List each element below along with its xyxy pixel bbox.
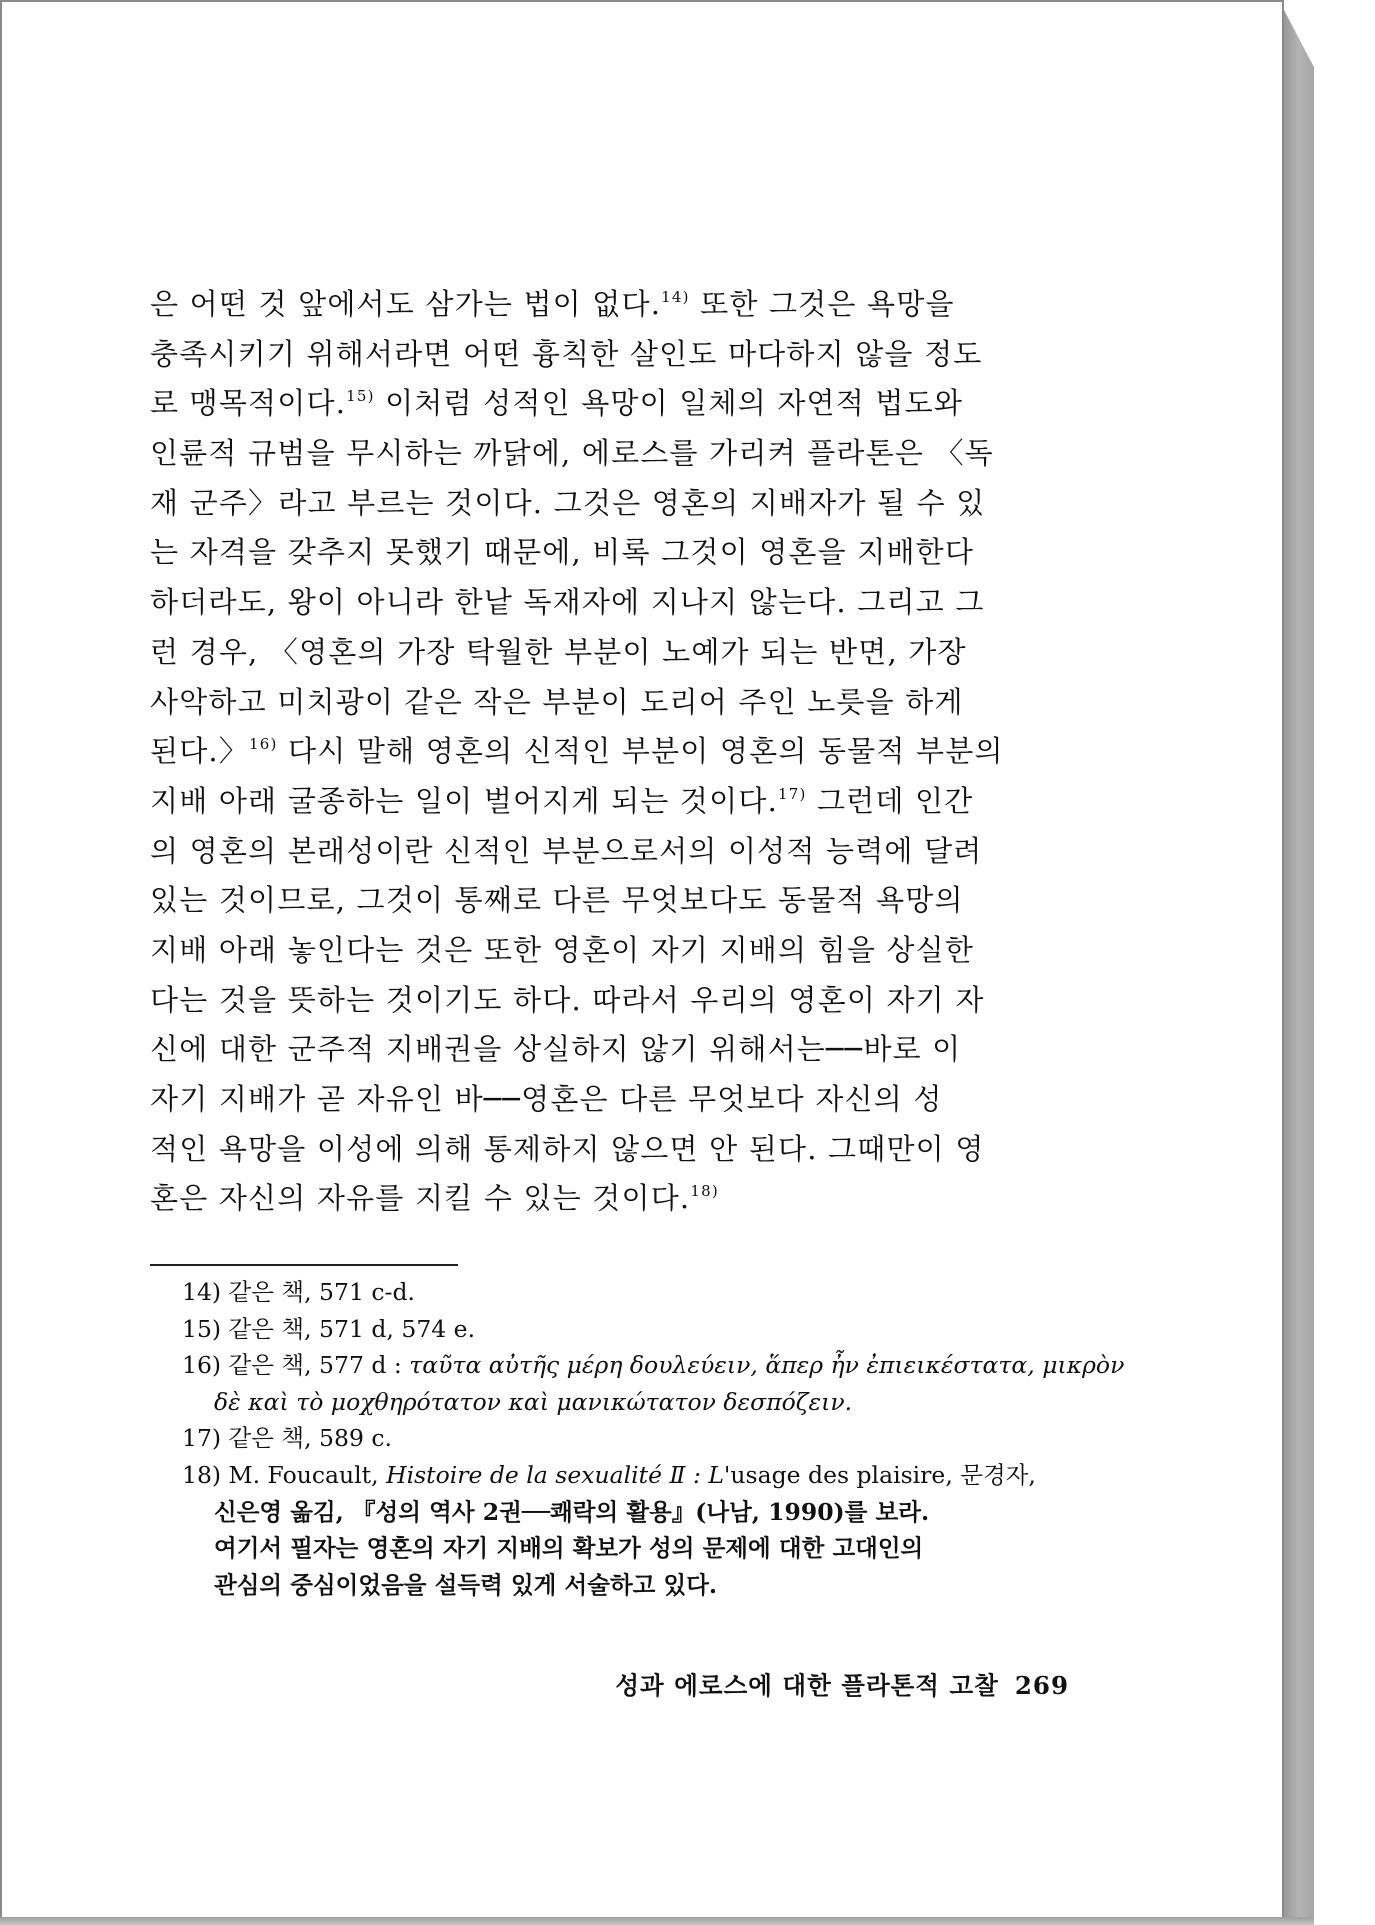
page-stack-edge-right <box>1284 10 1314 1919</box>
footnote-18: 18) M. Foucault, Histoire de la sexualité Ⅱ : L'usage des plaisire, 문경자, <box>182 1460 1036 1489</box>
body-line-2: 충족시키기 위해서라면 어떤 흉칙한 살인도 마다하지 않을 정도 <box>150 336 983 371</box>
body-line-5: 재 군주〉라고 부르는 것이다. 그것은 영혼의 지배자가 될 수 있 <box>150 485 986 520</box>
body-line-3: 로 맹목적이다.$^{15)}$ 이처럼 성적인 욕망이 일체의 자연적 법도와 <box>150 386 964 421</box>
running-title: 성과 에로스에 대한 플라톤적 고찰 <box>615 1671 999 1700</box>
footnote-18-line-2: 신은영 옮김, 『성의 역사 2권──쾌락의 활용』(나남, 1990)를 보라. <box>214 1497 930 1526</box>
body-line-9: 사악하고 미치광이 같은 작은 부분이 도리어 주인 노릇을 하게 <box>150 684 964 719</box>
body-line-8: 런 경우, 〈영혼의 가장 탁월한 부분이 노예가 되는 반면, 가장 <box>150 634 967 669</box>
body-line-13: 있는 것이므로, 그것이 통째로 다른 무엇보다도 동물적 욕망의 <box>150 883 964 918</box>
page-number: 269 <box>1014 1671 1069 1700</box>
footnote-18-line-4: 관심의 중심이었음을 설득력 있게 서술하고 있다. <box>214 1570 718 1599</box>
book-title: Histoire de la sexualité Ⅱ : L' <box>386 1460 731 1489</box>
body-line-6: 는 자격을 갖추지 못했기 때문에, 비록 그것이 영혼을 지배한다 <box>150 535 975 570</box>
footnote-ref-15: 15) <box>346 387 375 406</box>
footnotes <box>182 1274 1125 1603</box>
footnote-17: 17) 같은 책, 589 c. <box>182 1424 393 1453</box>
body-line-18: 적인 욕망을 이성에 의해 통제하지 않으면 안 된다. 그때만이 영 <box>150 1131 985 1166</box>
body-line-1: 은 어떤 것 앞에서도 삼가는 법이 없다.$^{14)}$ 또한 그것은 욕망을 <box>150 287 955 321</box>
footnote-14: 14) 같은 책, 571 c-d. <box>182 1278 415 1306</box>
body-line-10: 된다.〉$^{16)}$ 다시 말해 영혼의 신적인 부분이 영혼의 동물적 부분의 <box>150 734 1004 769</box>
body-line-11: 지배 아래 굴종하는 일이 벌어지게 되는 것이다.$^{17)}$ 그런데 인간 <box>150 783 974 818</box>
body-line-15: 다는 것을 뜻하는 것이기도 하다. 따라서 우리의 영혼이 자기 자 <box>150 982 985 1017</box>
body-line-19: 혼은 자신의 자유를 지킬 수 있는 것이다.$^{18)}$ <box>150 1181 719 1216</box>
footnote-ref-16: 16) <box>249 735 278 754</box>
greek-quote-a: ταῦτα αὐτῆς μέρη δουλεύειν, ἅπερ ἦν ἐπιεικέστατα, μικρὸν <box>409 1351 1125 1380</box>
footnote-ref-18: 18) <box>690 1182 719 1201</box>
greek-quote-b: δὲ καὶ τὸ μοχθηρότατον καὶ μανικώτατον δεσπόζειν. <box>214 1387 853 1416</box>
footnote-18-line-3: 여기서 필자는 영혼의 자기 지배의 확보가 성의 문제에 대한 고대인의 <box>214 1534 924 1563</box>
footnote-ref-14: 14) <box>661 288 690 306</box>
body-line-14: 지배 아래 놓인다는 것은 또한 영혼이 자기 지배의 힘을 상실한 <box>150 932 975 967</box>
footnote-16: 16) 같은 책, 577 d : ταῦτα αὐτῆς μέρη δουλεύειν, ἅπερ ἦν ἐπιεικέστατα, μικρὸν <box>182 1351 1125 1380</box>
footnote-divider <box>150 1264 458 1266</box>
body-line-7: 하더라도, 왕이 아니라 한낱 독재자에 지나지 않는다. 그리고 그 <box>150 585 985 620</box>
page-footer <box>549 1667 1069 1702</box>
body-line-12: 의 영혼의 본래성이란 신적인 부분으로서의 이성적 능력에 달려 <box>150 833 983 868</box>
body-line-4: 인륜적 규범을 무시하는 까닭에, 에로스를 가리켜 플라톤은 〈독 <box>150 436 994 471</box>
body-line-16: 신에 대한 군주적 지배권을 상실하지 않기 위해서는──바로 이 <box>150 1032 962 1067</box>
footnote-ref-17: 17) <box>778 784 807 803</box>
footnote-15: 15) 같은 책, 571 d, 574 e. <box>182 1314 476 1343</box>
body-line-17: 자기 지배가 곧 자유인 바──영혼은 다른 무엇보다 자신의 성 <box>150 1082 943 1116</box>
body-text <box>150 280 1068 1224</box>
page-stack-edge-bottom <box>0 1917 1314 1925</box>
